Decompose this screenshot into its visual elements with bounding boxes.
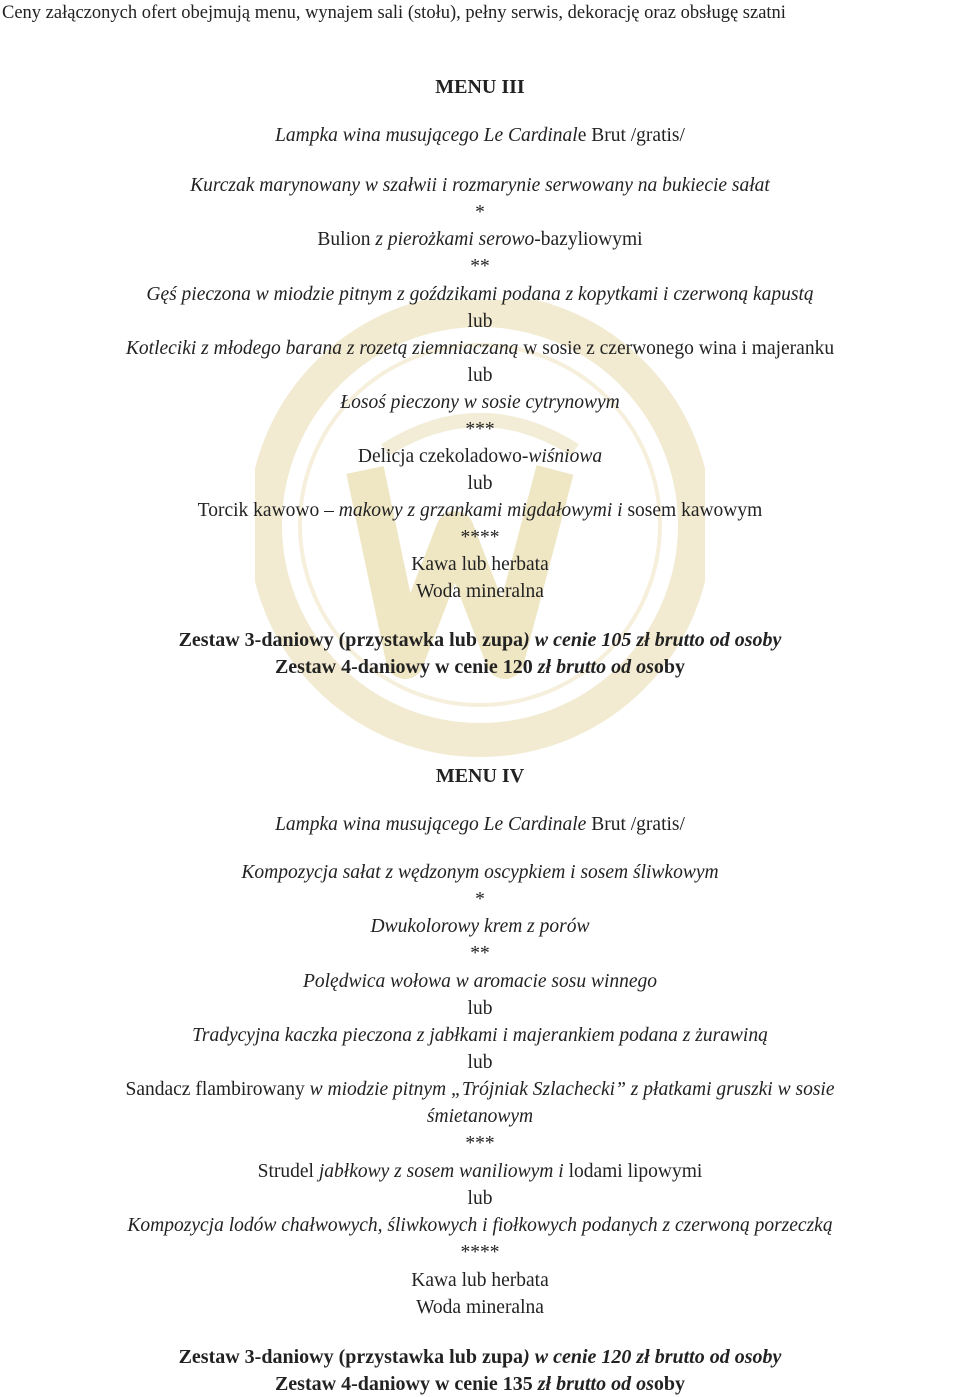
menu-4-main-3: Sandacz flambirowany w miodzie pitnym „Trójniak Szlachecki” z płatkami gruszki w sosie [125,1079,835,1100]
menu-4-title: MENU IV [435,765,525,787]
menu-4-drinks: Kawa lub herbata [411,1270,549,1291]
menu-3-starter: Kurczak marynowany w szałwii i rozmarynie serwowany na bukiecie sałat [190,175,770,196]
course-separator: ** [470,943,490,964]
menu-3-main-3: Łosoś pieczony w sosie cytrynowym [340,392,620,413]
or-separator: lub [467,473,493,494]
menu-3-main-2: Kotleciki z młodego barana z rozetą ziemniaczaną w sosie z czerwonego wina i majeranku [125,338,835,359]
or-separator: lub [467,1052,493,1073]
menu-3-main-1: Gęś pieczona w miodzie pitnym z goździkami podana z kopytkami i czerwoną kapustą [146,284,814,305]
or-separator: lub [467,365,493,386]
menu-4-water: Woda mineralna [416,1297,544,1318]
menu-4-welcome-drink: Lampka wina musującego Le Cardinale Brut /gratis/ [275,814,685,835]
menu-3-price-3-course: Zestaw 3-daniowy (przystawka lub zupa) w cenie 105 zł brutto od osoby [178,629,782,651]
menu-3-dessert-2: Torcik kawowo – makowy z grzankami migdałowymi i sosem kawowym [197,500,763,521]
menu-3-soup: Bulion z pierożkami serowo-bazyliowymi [317,229,643,250]
course-separator: *** [465,1133,495,1154]
course-separator: * [475,889,485,910]
course-separator: ** [470,256,490,277]
header-note: Ceny załączonych ofert obejmują menu, wynajem sali (stołu), pełny serwis, dekorację oraz obsługę szatni [2,3,786,23]
course-separator: **** [460,1242,500,1263]
menu-4-main-1: Polędwica wołowa w aromacie sosu winnego [302,971,658,992]
menu-4-starter: Kompozycja sałat z wędzonym oscypkiem i sosem śliwkowym [241,862,719,883]
menu-4-soup: Dwukolorowy krem z porów [370,916,590,937]
course-separator: *** [465,419,495,440]
menu-3-welcome-drink: Lampka wina musującego Le Cardinale Brut /gratis/ [275,125,685,146]
menu-3-dessert-1: Delicja czekoladowo-wiśniowa [357,446,603,467]
or-separator: lub [467,1188,493,1209]
menu-4-price-3-course: Zestaw 3-daniowy (przystawka lub zupa) w cenie 120 zł brutto od osoby [178,1346,782,1368]
menu-3-price-4-course: Zestaw 4-daniowy w cenie 120 zł brutto od osoby [274,656,686,678]
or-separator: lub [467,998,493,1019]
or-separator: lub [467,311,493,332]
menu-4-price-4-course: Zestaw 4-daniowy w cenie 135 zł brutto od osoby [274,1373,686,1395]
menu-3-title: MENU III [435,76,525,98]
menu-4-main-2: Tradycyjna kaczka pieczona z jabłkami i majerankiem podana z żurawiną [192,1025,768,1046]
menu-4-main-3-cont: śmietanowym [426,1106,534,1127]
course-separator: * [475,202,485,223]
menu-4-dessert-1: Strudel jabłkowy z sosem waniliowym i lodami lipowymi [257,1161,703,1182]
menu-4-dessert-2: Kompozycja lodów chałwowych, śliwkowych i fiołkowych podanych z czerwoną porzeczką [127,1215,833,1236]
course-separator: **** [460,527,500,548]
menu-3-water: Woda mineralna [416,581,544,602]
menu-3-drinks: Kawa lub herbata [411,554,549,575]
